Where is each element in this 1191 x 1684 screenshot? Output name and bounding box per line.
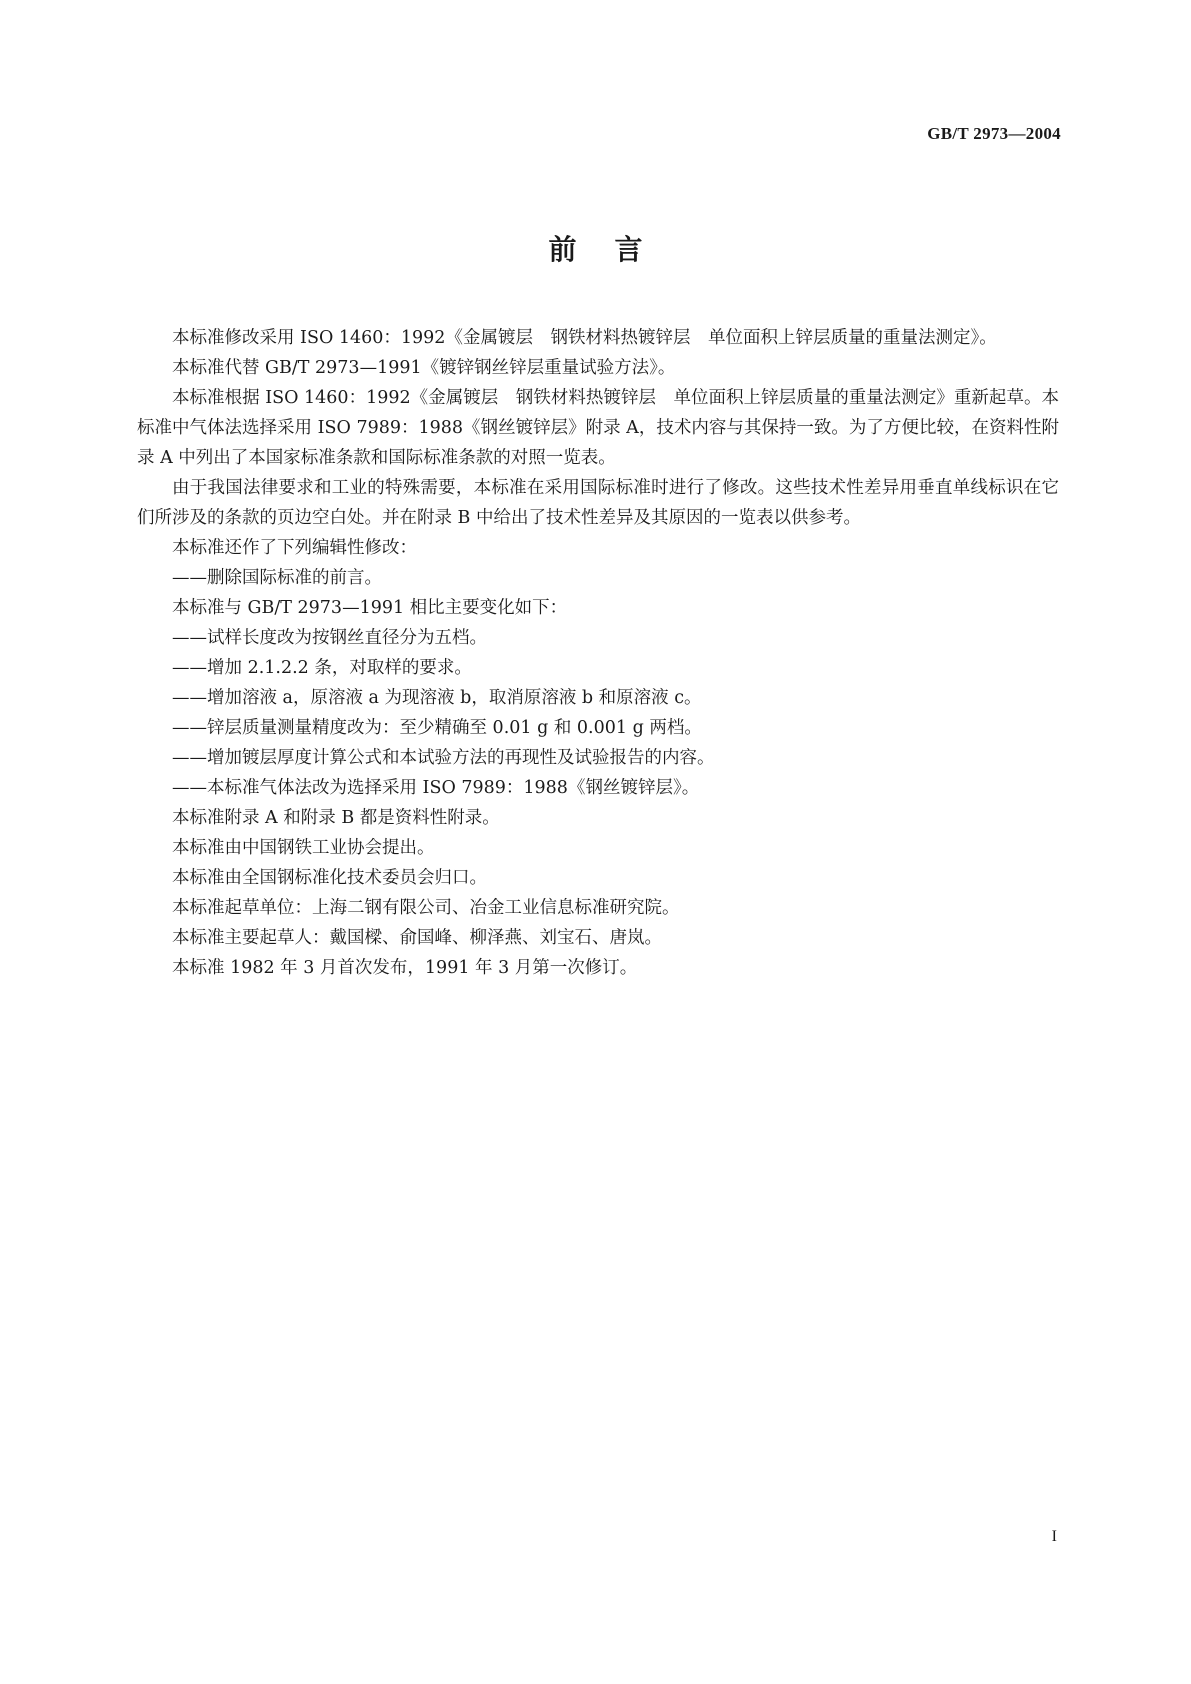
paragraph: 由于我国法律要求和工业的特殊需要，本标准在采用国际标准时进行了修改。这些技术性差异用垂直单线标识在它们所涉及的条款的页边空白处。并在附录 B 中给出了技术性差异及其原因的一览表以供参考。 — [137, 478, 1059, 528]
list-item: ——锌层质量测量精度改为：至少精确至 0.01 g 和 0.001 g 两档。 — [172, 718, 702, 738]
list-item: ——增加 2.1.2.2 条，对取样的要求。 — [172, 658, 472, 678]
paragraph: 本标准由全国钢标准化技术委员会归口。 — [172, 868, 487, 888]
paragraph: 本标准主要起草人：戴国樑、俞国峰、柳泽燕、刘宝石、唐岚。 — [172, 928, 662, 948]
paragraph: 本标准还作了下列编辑性修改： — [172, 538, 417, 558]
paragraph: 本标准附录 A 和附录 B 都是资料性附录。 — [172, 808, 500, 828]
foreword-body — [137, 323, 1059, 983]
paragraph: 本标准修改采用 ISO 1460：1992《金属镀层 钢铁材料热镀锌层 单位面积上锌层质量的重量法测定》。 — [172, 328, 997, 348]
standard-code: GB/T 2973—2004 — [927, 124, 1061, 143]
list-item: ——删除国际标准的前言。 — [172, 568, 382, 588]
paragraph: 本标准起草单位：上海二钢有限公司、冶金工业信息标准研究院。 — [172, 898, 680, 918]
paragraph: 本标准根据 ISO 1460：1992《金属镀层 钢铁材料热镀锌层 单位面积上锌层质量的重量法测定》重新起草。本标准中气体法选择采用 ISO 7989：1988《钢丝镀锌层》附录 A，技术内容与其保持一致。为了方便比较，在资料性附录 A 中列出了本国家标准条款和国际标准条款的对照一览表。 — [137, 388, 1059, 468]
list-item: ——试样长度改为按钢丝直径分为五档。 — [172, 628, 487, 648]
list-item: ——本标准气体法改为选择采用 ISO 7989：1988《钢丝镀锌层》。 — [172, 778, 700, 798]
paragraph: 本标准 1982 年 3 月首次发布，1991 年 3 月第一次修订。 — [172, 958, 638, 978]
paragraph: 本标准代替 GB/T 2973—1991《镀锌钢丝锌层重量试验方法》。 — [172, 358, 676, 378]
page-number: I — [1051, 1528, 1057, 1545]
list-item: ——增加溶液 a，原溶液 a 为现溶液 b，取消原溶液 b 和原溶液 c。 — [172, 688, 702, 708]
paragraph: 本标准由中国钢铁工业协会提出。 — [172, 838, 435, 858]
paragraph: 本标准与 GB/T 2973—1991 相比主要变化如下： — [172, 598, 568, 618]
list-item: ——增加镀层厚度计算公式和本试验方法的再现性及试验报告的内容。 — [172, 748, 715, 768]
page-title: 前言 — [548, 233, 681, 266]
